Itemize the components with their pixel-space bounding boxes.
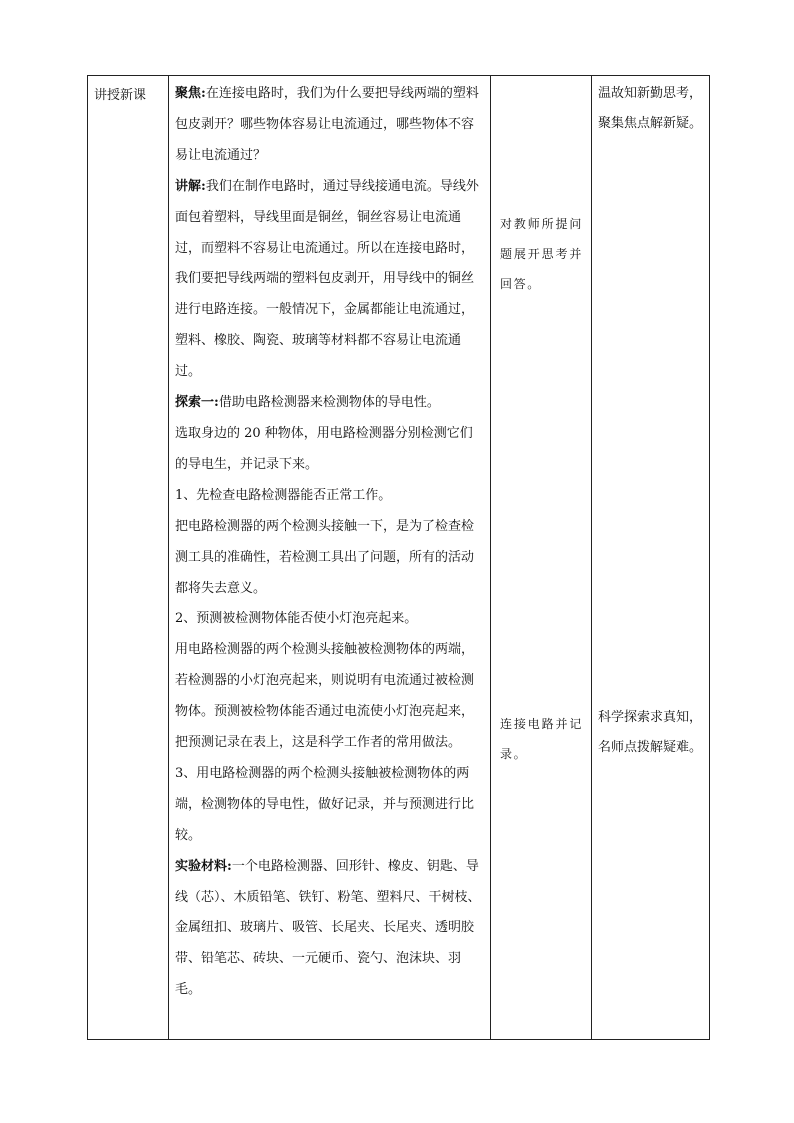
lesson-plan-table bbox=[87, 75, 710, 1040]
label-materials: 实验材料: bbox=[175, 858, 232, 874]
paragraph-explore bbox=[175, 388, 484, 419]
student-activity-1: 对教师所提问题展开思考并回答。 bbox=[500, 217, 583, 291]
paragraph-step2 bbox=[175, 604, 484, 635]
design-intent-cell bbox=[592, 76, 710, 1040]
student-activity-body bbox=[491, 76, 591, 1039]
stage-label: 讲授新课 bbox=[94, 88, 147, 103]
label-explore: 探索一: bbox=[175, 395, 219, 411]
student-activity-2: 连接电路并记录。 bbox=[500, 717, 583, 761]
design-intent-body bbox=[592, 76, 709, 1039]
content-cell bbox=[169, 76, 491, 1040]
text-explore: 借助电路检测器来检测物体的导电性。 bbox=[218, 395, 440, 411]
label-explain: 讲解: bbox=[175, 178, 206, 194]
text-select: 选取身边的 20 种物体，用电路检测器分别检测它们的导电生，并记录下来。 bbox=[175, 425, 473, 472]
text-step2-detail: 用电路检测器的两个检测头接触被检测物体的两端，若检测器的小灯泡亮起来，则说明有电流通过被检测物体。预测被检物体能否通过电流使小灯泡亮起来，把预测记录在表上，这是科学工作者的常用做法。 bbox=[175, 642, 475, 751]
text-focus: 在连接电路时，我们为什么要把导线两端的塑料包皮剥开？哪些物体容易让电流通过，哪些物体不容易让电流通过？ bbox=[175, 86, 479, 163]
paragraph-step1 bbox=[175, 481, 484, 512]
text-step3: 3、用电路检测器的两个检测头接触被检测物体的两端，检测物体的导电性，做好记录，并与预测进行比较。 bbox=[175, 765, 475, 843]
design-intent-2: 科学探索求真知，名师点拨解疑难。 bbox=[598, 710, 703, 755]
paragraph-materials bbox=[175, 852, 484, 1007]
text-step2: 2、预测被检测物体能否使小灯泡亮起来。 bbox=[175, 611, 418, 627]
paragraph-select bbox=[175, 419, 484, 481]
text-materials: 一个电路检测器、回形针、橡皮、钥匙、导线（芯）、木质铅笔、铁钉、粉笔、塑料尺、干树枝、金属纽扣、玻璃片、吸管、长尾夹、长尾夹、透明胶带、铅笔芯、砖块、一元硬币、瓷勺、泡沫块、羽毛。 bbox=[175, 858, 481, 998]
paragraph-step2-detail bbox=[175, 635, 484, 759]
student-activity-cell bbox=[491, 76, 592, 1040]
text-step1-detail: 把电路检测器的两个检测头接触一下，是为了检查检测工具的准确性，若检测工具出了问题，所有的活动都将失去意义。 bbox=[175, 518, 475, 596]
text-explain: 我们在制作电路时，通过导线接通电流。导线外面包着塑料，导线里面是铜丝，铜丝容易让电流通过，而塑料不容易让电流通过。所以在连接电路时，我们要把导线两端的塑料包皮剥开，用导线中的铜丝进行电路连接。一般情况下，金属都能让电流通过，塑料、橡胶、陶瓷、玻璃等材料都不容易让电流通过。 bbox=[175, 178, 479, 380]
paragraph-step1-detail bbox=[175, 512, 484, 605]
paragraph-step3 bbox=[175, 759, 484, 852]
design-intent-1: 温故知新勤思考，聚集焦点解新疑。 bbox=[598, 86, 703, 131]
paragraph-explain bbox=[175, 172, 484, 388]
table-row bbox=[88, 76, 710, 1040]
content-body bbox=[169, 76, 490, 1006]
text-step1: 1、先检查电路检测器能否正常工作。 bbox=[175, 487, 392, 503]
stage-cell bbox=[88, 76, 169, 1040]
paragraph-focus bbox=[175, 79, 484, 172]
label-focus: 聚焦: bbox=[175, 86, 206, 101]
